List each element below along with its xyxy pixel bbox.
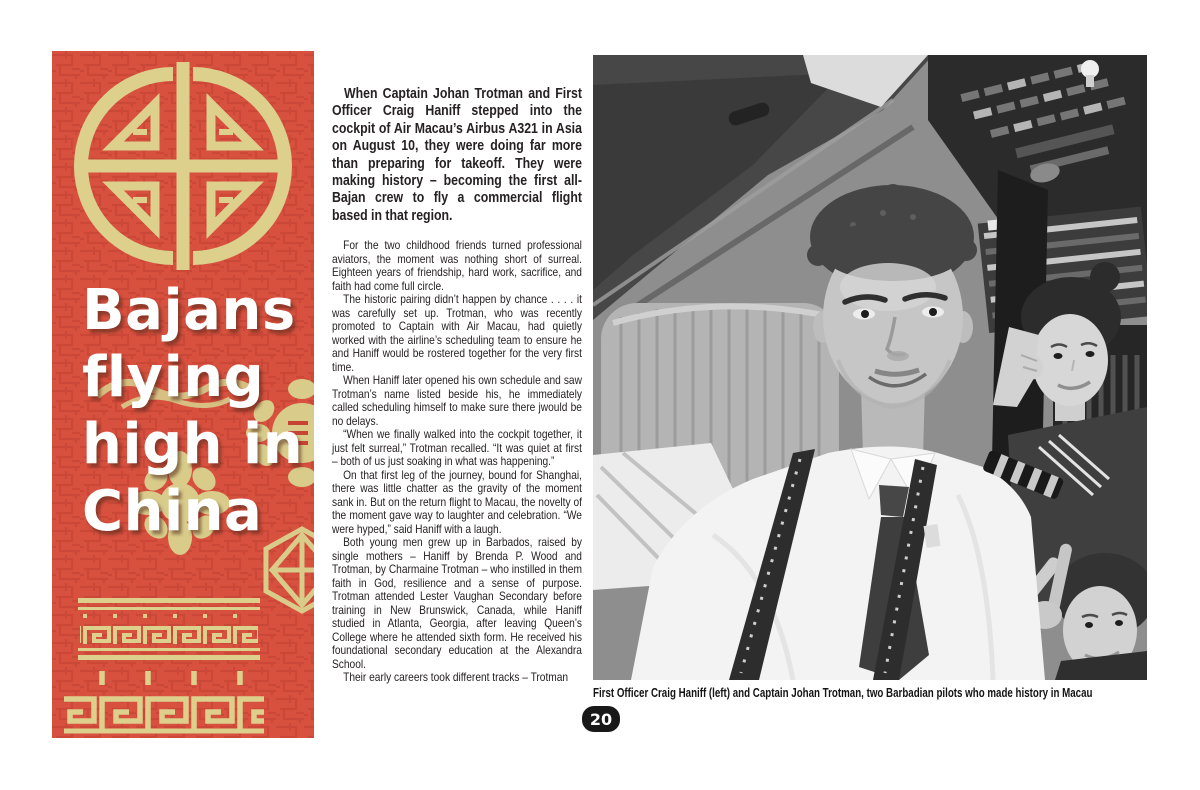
feature-title-line: flying xyxy=(82,345,265,410)
article-paragraph: Their early careers took different tracks – Trotman xyxy=(343,670,569,685)
meander-border-icon xyxy=(78,598,260,660)
meander-border-icon xyxy=(64,671,264,731)
article-paragraph: Both young men grew up in Barbados, raised by single mothers – Haniff by Brenda P. Wood and Trotman, by Charmaine Trotman – who instilled in them faith in God, resilience and a sense of purpose. Trotman attended Lester Vaughan Secondary before training in New Brunswick, Canada, while Haniff studied in Atlanta, Georgia, after leaving Queen’s College where he attended sixth form. He received his foundational secondary education at the Alexandra School. xyxy=(332,535,582,671)
feature-title-line: China xyxy=(82,479,263,544)
article-column xyxy=(332,86,582,685)
feature-title-line: Bajans xyxy=(82,278,296,343)
feature-title-line: high in xyxy=(82,412,304,477)
article-paragraph: “When we finally walked into the cockpit together, it just felt surreal,” Trotman recalled. “It was quiet at first – both of us just soaking in what was happening.” xyxy=(332,427,582,469)
article-paragraph: The historic pairing didn’t happen by chance . . . . it was carefully set up. Trotman, who was recently promoted to Captain with Air Macau, had quietly worked with the airline’s scheduling team to ensure he and Haniff would be rostered together for the very first time. xyxy=(332,292,582,374)
prosperity-emblem-icon xyxy=(81,62,285,270)
article-intro: When Captain Johan Trotman and First Officer Craig Haniff stepped into the cockpit of Air Macau’s Airbus A321 in Asia on August 10, they were doing far more than preparing for takeoff. They were making history – becoming the first all-Bajan crew to fly a commercial flight based in that region. xyxy=(332,86,582,224)
photo-caption: First Officer Craig Haniff (left) and Captain Johan Trotman, two Barbadian pilots who made history in Macau xyxy=(593,685,1093,700)
cockpit-selfie-illustration xyxy=(593,55,1147,680)
page-number: 20 xyxy=(589,709,613,729)
article-paragraph: On that first leg of the journey, bound for Shanghai, there was little chatter as the gravity of the moment sank in. But on the return flight to Macau, the novelty of the moment gave way to laughter and celebration. “We were hyped,” said Haniff with a laugh. xyxy=(332,467,582,536)
article-photo xyxy=(593,55,1147,680)
article-paragraph: For the two childhood friends turned professional aviators, the moment was nothing short of surreal. Eighteen years of friendship, hard work, sacrifice, and faith had come full circle. xyxy=(332,238,582,293)
article-paragraph: When Haniff later opened his own schedule and saw Trotman’s name listed beside his, he immediately called scheduling himself to make sure there jwould be no delays. xyxy=(332,373,582,428)
cover-panel xyxy=(52,51,314,738)
page-number-badge xyxy=(582,706,620,732)
feature-title xyxy=(82,277,314,545)
